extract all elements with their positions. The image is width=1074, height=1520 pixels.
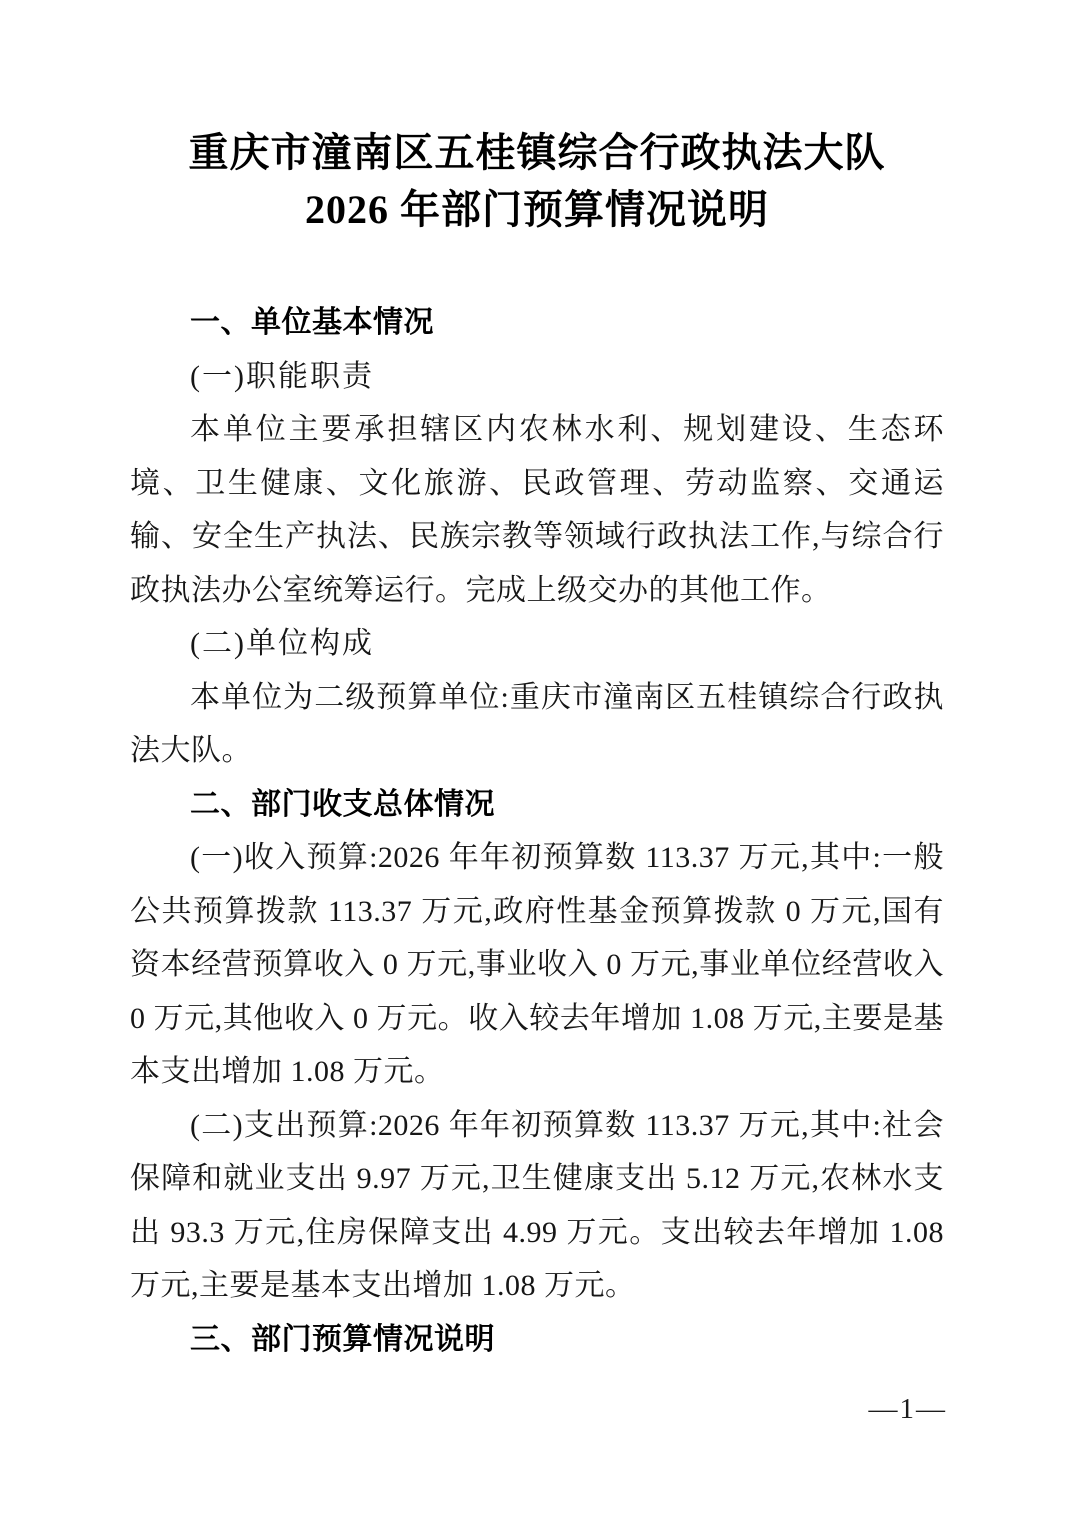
page-number: —1— (868, 1393, 947, 1425)
subsection-heading-1-1: (一)职能职责 (190, 359, 374, 393)
paragraph-expenditure-budget: (二)支出预算:2026 年年初预算数 113.37 万元,其中:社会保障和就业支出 9.97 万元,卫生健康支出 5.12 万元,农林水支出 93.3 万元,住房保障支出 4.99 万元。支出较去年增加 1.08 万元,主要是基本支出增加 1.08 万元。 (130, 1108, 944, 1302)
section-heading-3: 三、部门预算情况说明 (190, 1322, 495, 1356)
paragraph-unit-composition: 本单位为二级预算单位:重庆市潼南区五桂镇综合行政执法大队。 (130, 680, 944, 767)
document-title (0, 124, 1074, 238)
section-heading-1: 一、单位基本情况 (190, 306, 434, 339)
paragraph-income-budget: (一)收入预算:2026 年年初预算数 113.37 万元,其中:一般公共预算拨款 113.37 万元,政府性基金预算拨款 0 万元,国有资本经营预算收入 0 万元,事业收入 0 万元,事业单位经营收入 0 万元,其他收入 0 万元。收入较去年增加 1.08 万元,主要是基本支出增加 1.08 万元。 (130, 841, 944, 1088)
section-heading-2: 二、部门收支总体情况 (190, 787, 495, 821)
document-title-line-2: 2026 年部门预算情况说明 (305, 187, 769, 232)
document-body (130, 296, 944, 1366)
document-title-line-1: 重庆市潼南区五桂镇综合行政执法大队 (188, 130, 886, 175)
subsection-heading-1-2: (二)单位构成 (190, 627, 374, 660)
paragraph-duties: 本单位主要承担辖区内农林水利、规划建设、生态环境、卫生健康、文化旅游、民政管理、劳动监察、交通运输、安全生产执法、民族宗教等领域行政执法工作,与综合行政执法办公室统筹运行。完成上级交办的其他工作。 (130, 413, 944, 607)
